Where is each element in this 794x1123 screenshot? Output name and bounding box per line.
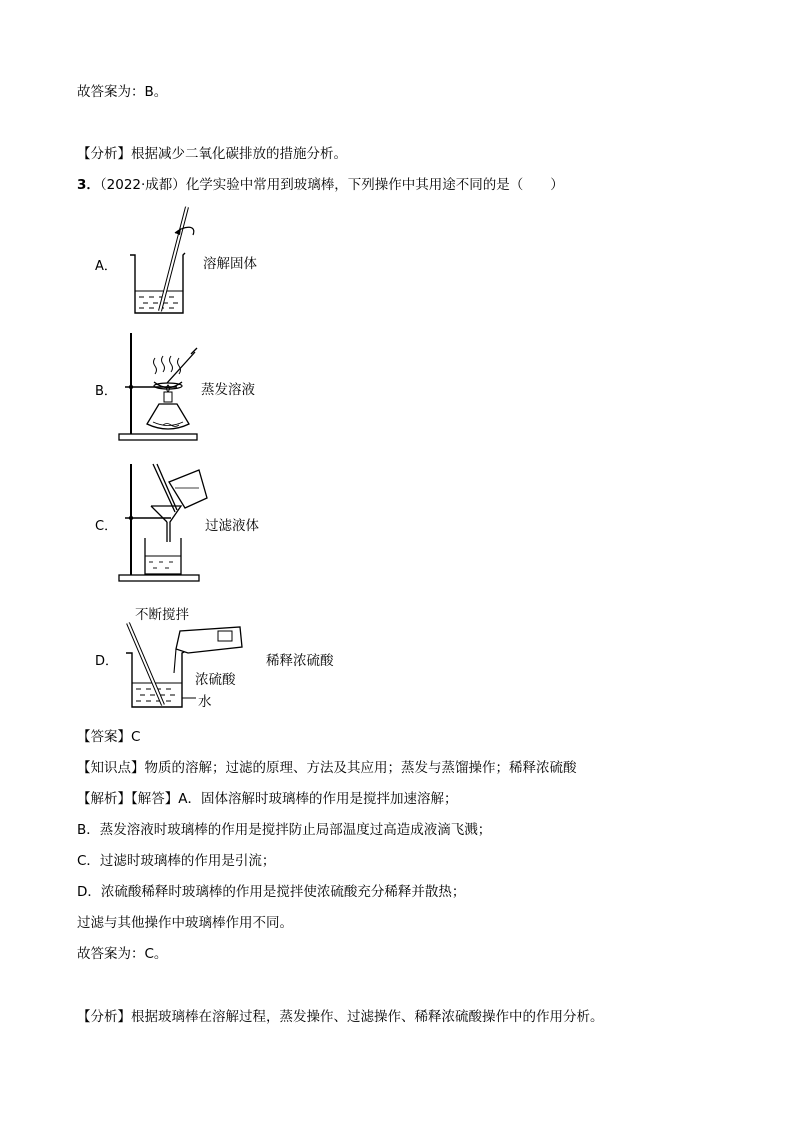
option-a-letter: A． bbox=[95, 259, 117, 274]
evaporating-dish-figure bbox=[115, 330, 205, 445]
explanation-line-1: 【解析】【解答】A．固体溶解时玻璃棒的作用是搅拌加速溶解； bbox=[77, 791, 458, 807]
option-b-caption: 蒸发溶液 bbox=[201, 382, 255, 398]
final-analysis: 【分析】根据玻璃棒在溶解过程，蒸发操作、过滤操作、稀释浓硫酸操作中的作用分析。 bbox=[77, 1009, 604, 1025]
answer-line: 【答案】C bbox=[77, 729, 141, 745]
question-number: 3． bbox=[77, 177, 100, 193]
previous-answer: 故答案为：B。 bbox=[77, 84, 168, 100]
option-d-letter: D． bbox=[95, 654, 119, 669]
option-c-caption: 过滤液体 bbox=[205, 518, 259, 534]
acid-label: 浓硫酸 bbox=[195, 672, 236, 688]
question-stem bbox=[77, 176, 564, 194]
explanation-line-2: B．蒸发溶液时玻璃棒的作用是搅拌防止局部温度过高造成液滴飞溅； bbox=[77, 822, 492, 838]
water-label: 水 bbox=[198, 694, 212, 710]
knowledge-points: 【知识点】物质的溶解；过滤的原理、方法及其应用；蒸发与蒸馏操作；稀释浓硫酸 bbox=[77, 760, 577, 776]
filtration-funnel-figure bbox=[115, 460, 210, 585]
explanation-line-4: D．浓硫酸稀释时玻璃棒的作用是搅拌使浓硫酸充分稀释并散热； bbox=[77, 884, 466, 900]
option-d-caption: 稀释浓硫酸 bbox=[266, 653, 334, 669]
explanation-line-5: 过滤与其他操作中玻璃棒作用不同。 bbox=[77, 915, 293, 931]
beaker-stirring-rod-figure bbox=[125, 205, 205, 320]
option-a-caption: 溶解固体 bbox=[203, 256, 257, 272]
stir-label: 不断搅拌 bbox=[135, 607, 189, 623]
final-answer: 故答案为：C。 bbox=[77, 946, 168, 962]
question-source: （2022·成都） bbox=[99, 177, 186, 193]
explanation-line-3: C．过滤时玻璃棒的作用是引流； bbox=[77, 853, 276, 869]
option-b-letter: B． bbox=[95, 384, 117, 399]
question-text: 化学实验中常用到玻璃棒，下列操作中其用途不同的是（ ） bbox=[185, 177, 564, 193]
option-c-letter: C． bbox=[95, 519, 118, 534]
previous-analysis: 【分析】根据减少二氧化碳排放的措施分析。 bbox=[77, 146, 347, 162]
